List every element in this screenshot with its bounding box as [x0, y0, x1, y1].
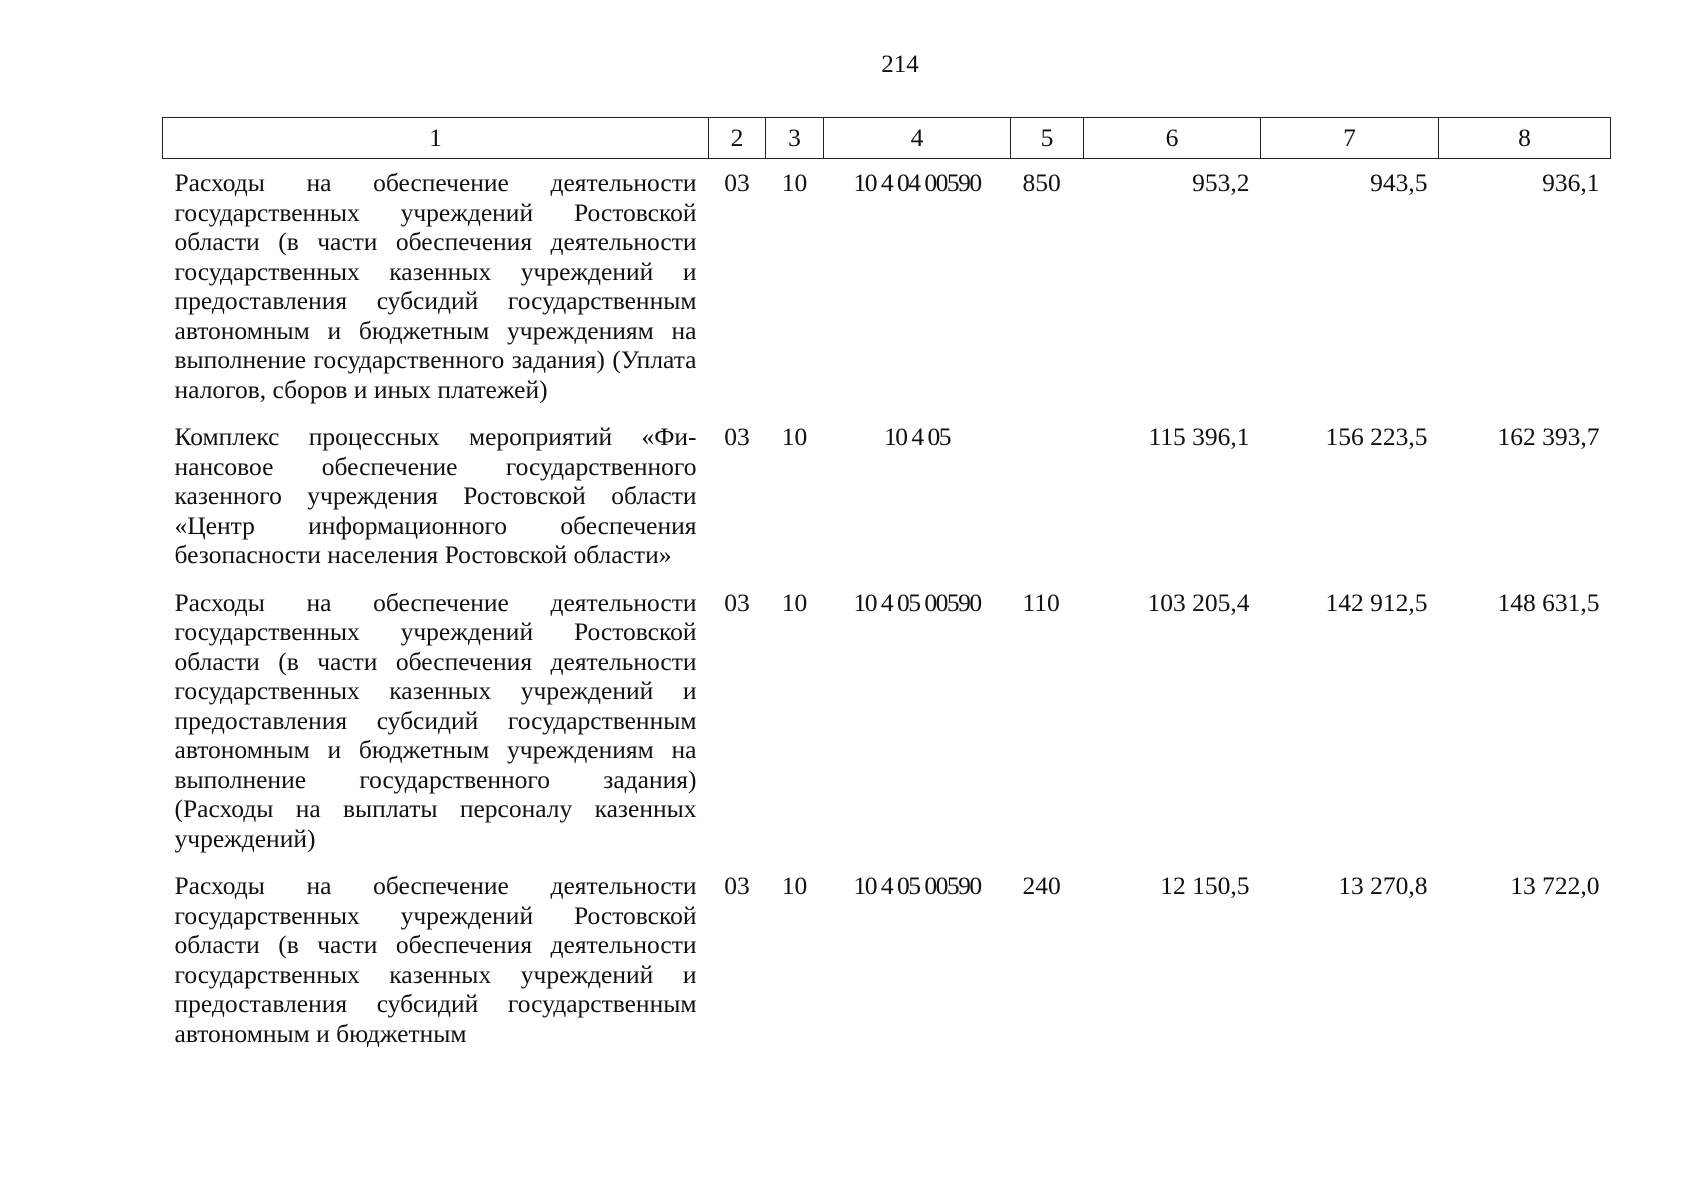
row-value-col7: 156 223,5 [1325, 422, 1428, 451]
row-value-col7: 13 270,8 [1338, 871, 1428, 900]
row-section: 03 [724, 587, 750, 617]
table-row [163, 159, 1611, 414]
row-section: 03 [724, 871, 750, 900]
page-number: 214 [881, 51, 919, 78]
row-description: Расходы на обеспечение деятельности государственных учреждений Ростовской области (в части обеспечения деятельности государственных казенных учреждений и предоставления субсидий государственным автономным и бюджетным учреждениям на выполнение государственного задания) (Расходы на выплаты персоналу казенных учреждений) [174, 587, 697, 853]
row-value-col7: 142 912,5 [1325, 587, 1428, 617]
row-value-col6: 953,2 [1192, 168, 1250, 197]
row-subsection: 10 [781, 422, 808, 451]
row-value-col8: 148 631,5 [1497, 587, 1600, 617]
table-header [163, 118, 1611, 159]
table-body [163, 159, 1611, 1058]
row-value-col6: 115 396,1 [1148, 422, 1250, 451]
row-section: 03 [724, 422, 750, 451]
row-expense-type: 240 [1022, 871, 1061, 900]
table-row [163, 413, 1611, 579]
header-col-8: 8 [1439, 118, 1611, 159]
row-section: 03 [724, 168, 750, 197]
header-col-3: 3 [766, 118, 824, 159]
row-description: Расходы на обеспечение деятельности государственных учреждений Ростовской области (в части обеспечения деятельности государственных казенных учреждений и предоставления субсидий государственным автономным и бюджетным [174, 871, 697, 1048]
row-value-col8: 936,1 [1542, 168, 1600, 197]
row-expense-type: 850 [1022, 168, 1061, 197]
row-value-col6: 12 150,5 [1160, 871, 1250, 900]
row-expense-type [1011, 413, 1084, 579]
row-value-col8: 13 722,0 [1510, 871, 1600, 900]
row-target-code: 10 4 05 00590 [853, 587, 981, 617]
row-expense-type: 110 [1022, 587, 1060, 617]
table-row [163, 579, 1611, 863]
row-subsection: 10 [781, 871, 808, 900]
table-row [163, 862, 1611, 1057]
row-subsection: 10 [781, 587, 808, 617]
header-col-2: 2 [709, 118, 766, 159]
header-col-4: 4 [824, 118, 1011, 159]
row-value-col6: 103 205,4 [1147, 587, 1250, 617]
budget-table [162, 117, 1611, 1057]
row-description: Комплекс процессных мероприятий «Финансовое обеспечение государственного казенного учреждения Ростовской области «Центр информационного обеспечения безопасности населения Ростовской области» [174, 422, 697, 569]
row-description: Расходы на обеспечение деятельности государственных учреждений Ростовской области (в части обеспечения деятельности государственных казенных учреждений и предоставления субсидий государственным автономным и бюджетным учреждениям на выполнение государственного задания) (Уплата налогов, сборов и иных платежей) [174, 168, 697, 404]
row-target-code: 10 4 04 00590 [853, 168, 981, 197]
row-target-code: 10 4 05 [884, 422, 950, 451]
row-value-col8: 162 393,7 [1497, 422, 1600, 451]
row-target-code: 10 4 05 00590 [853, 871, 981, 900]
header-row [163, 118, 1611, 159]
row-value-col7: 943,5 [1370, 168, 1428, 197]
header-col-7: 7 [1261, 118, 1439, 159]
row-subsection: 10 [781, 168, 808, 197]
header-col-1: 1 [163, 118, 709, 159]
header-col-6: 6 [1084, 118, 1261, 159]
header-col-5: 5 [1011, 118, 1084, 159]
